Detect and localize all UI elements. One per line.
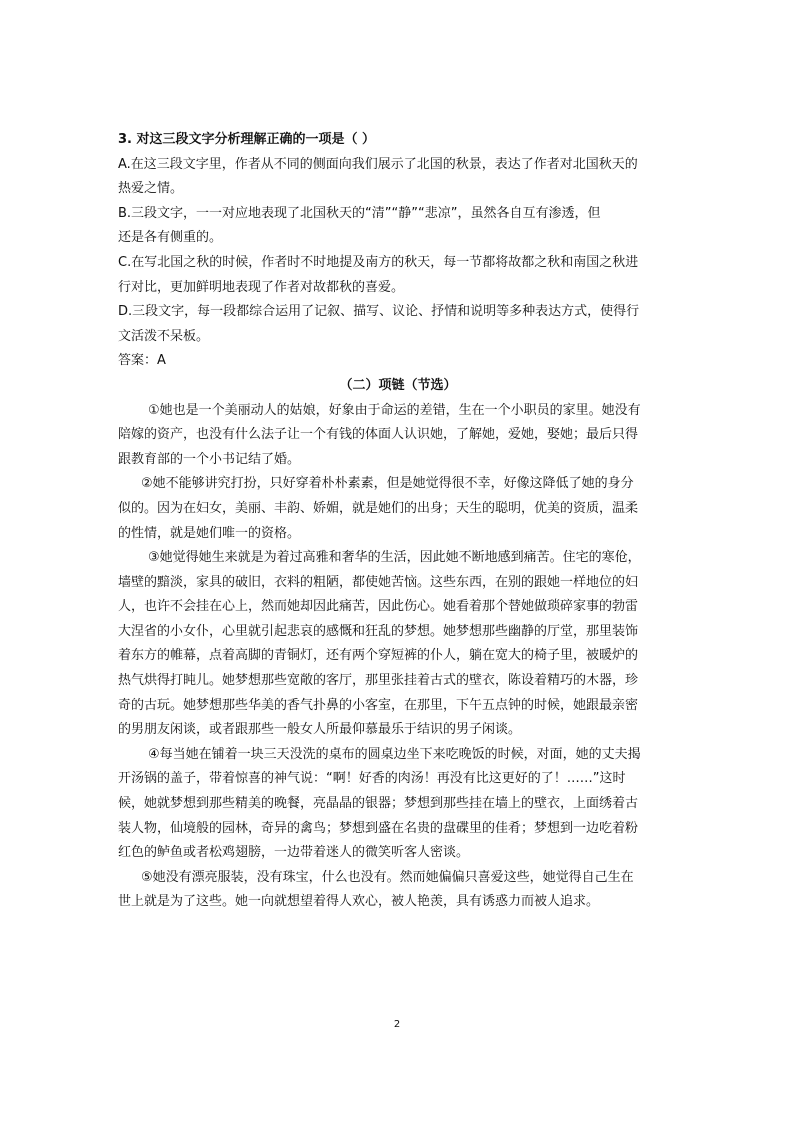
page-number: 2 <box>393 1019 401 1030</box>
paragraph-2-line: 似的。因为在妇女，美丽、丰韵、娇媚，就是她们的出身；天生的聪明，优美的资质，温柔 <box>118 500 639 516</box>
paragraph-3-line: 墙壁的黯淡，家具的破旧，衣料的粗陋，都使她苦恼。这些东西，在别的跟她一样地位的妇 <box>118 574 639 590</box>
paragraph-3-line: 的男朋友闲谈，或者跟那些一般女人所最仰慕最乐于结识的男子闲谈。 <box>118 722 522 738</box>
paragraph-1-line: 陪嫁的资产，也没有什么法子让一个有钱的体面人认识她，了解她，爱她，娶她；最后只得 <box>118 427 639 443</box>
paragraph-1-line: ①她也是一个美丽动人的姑娘，好象由于命运的差错，生在一个小职员的家里。她没有 <box>148 402 641 418</box>
option-d-line: 文活泼不呆板。 <box>118 328 210 344</box>
option-b-line: 还是各有侧重的。 <box>118 230 223 246</box>
paragraph-5-line: ⑤她没有漂亮服装，没有珠宝，什么也没有。然而她偏偏只喜爱这些，她觉得自己生在 <box>141 869 634 885</box>
paragraph-3-line: 热气烘得打盹儿。她梦想那些宽敞的客厅，那里张挂着古式的壁衣，陈设着精巧的木器，珍 <box>118 673 639 689</box>
option-a-line: 热爱之情。 <box>118 181 184 197</box>
paragraph-3-line: ③她觉得她生来就是为着过高雅和奢华的生活，因此她不断地感到痛苦。住宅的寒伧， <box>148 550 641 566</box>
paragraph-4-line: ④每当她在铺着一块三天没洗的桌布的圆桌边坐下来吃晚饭的时候，对面，她的丈夫揭 <box>148 746 641 762</box>
paragraph-3-line: 奇的古玩。她梦想那些华美的香气扑鼻的小客室，在那里，下午五点钟的时候，她跟最亲密 <box>118 697 639 713</box>
option-c-line: C.在写北国之秋的时候，作者时不时地提及南方的秋天，每一节都将故都之秋和南国之秋进 <box>118 254 639 270</box>
option-c-line: 行对比，更加鲜明地表现了作者对故都秋的喜爱。 <box>118 279 405 295</box>
section-title: （二）项链（节选） <box>339 377 457 393</box>
paragraph-4-line: 红色的鲈鱼或者松鸡翅膀，一边带着迷人的微笑听客人密谈。 <box>118 845 470 861</box>
question-title: 3. 对这三段文字分析理解正确的一项是（ ） <box>118 132 376 147</box>
paragraph-3-line: 大涅省的小女仆，心里就引起悲哀的感慨和狂乱的梦想。她梦想那些幽静的厅堂，那里装饰 <box>118 623 639 639</box>
paragraph-2-line: 的性情，就是她们唯一的资格。 <box>118 525 301 541</box>
paragraph-2-line: ②她不能够讲究打扮，只好穿着朴朴素素，但是她觉得很不幸，好像这降低了她的身分 <box>141 476 634 492</box>
paragraph-4-line: 装人物，仙境般的园林，奇异的禽鸟；梦想到盛在名贵的盘碟里的佳肴；梦想到一边吃着粉 <box>118 820 639 836</box>
paragraph-1-line: 跟教育部的一个小书记结了婚。 <box>118 451 301 467</box>
option-d-line: D.三段文字，每一段都综合运用了记叙、描写、议论、抒情和说明等多种表达方式，使得行 <box>118 304 640 320</box>
answer-line: 答案：A <box>118 353 166 369</box>
option-a-line: A.在这三段文字里，作者从不同的侧面向我们展示了北国的秋景，表达了作者对北国秋天的 <box>118 156 638 172</box>
paragraph-3-line: 人，也许不会挂在心上，然而她却因此痛苦，因此伤心。她看着那个替她做琐碎家事的勃雷 <box>118 599 639 615</box>
paragraph-4-line: 开汤锅的盖子，带着惊喜的神气说：“啊！好香的肉汤！再没有比这更好的了！……”这时 <box>118 771 626 787</box>
paragraph-3-line: 着东方的帷幕，点着高脚的青铜灯，还有两个穿短裤的仆人，躺在宽大的椅子里，被暖炉的 <box>118 648 639 664</box>
document-body <box>118 128 678 915</box>
paragraph-5-line: 世上就是为了这些。她一向就想望着得人欢心，被人艳羡，具有诱惑力而被人追求。 <box>118 894 600 910</box>
paragraph-4-line: 候，她就梦想到那些精美的晚餐，亮晶晶的银器；梦想到那些挂在墙上的壁衣，上面绣着古 <box>118 796 639 812</box>
option-b-line: B.三段文字，一一对应地表现了北国秋天的“清”“静”“悲凉”，虽然各自互有渗透，但 <box>118 205 601 221</box>
